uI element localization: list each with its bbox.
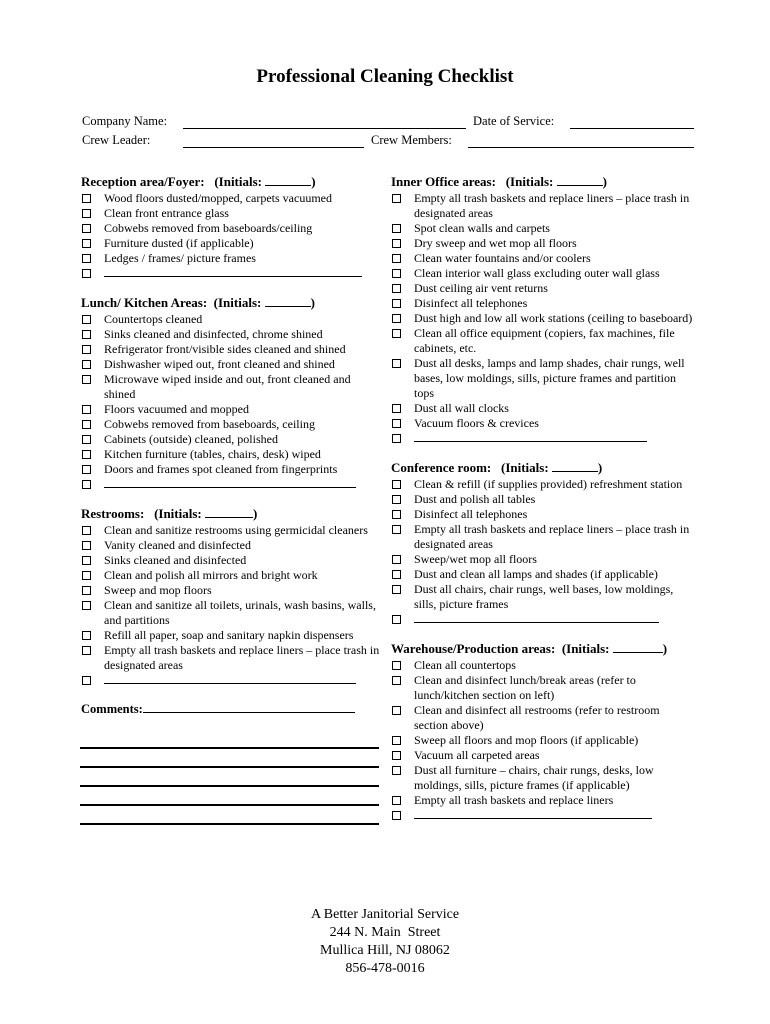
checkbox-icon[interactable] <box>82 541 91 550</box>
checklist-item[interactable]: Clean and polish all mirrors and bright work <box>81 568 381 583</box>
checkbox-icon[interactable] <box>82 480 91 489</box>
section-reception: Reception area/Foyer: (Initials: ) <box>81 174 316 189</box>
page-title: Professional Cleaning Checklist <box>256 66 514 87</box>
company-name-field[interactable] <box>183 128 466 129</box>
comment-line[interactable] <box>80 766 379 768</box>
checkbox-icon[interactable] <box>392 525 401 534</box>
company-name-label: Company Name: <box>82 114 168 128</box>
checklist-item[interactable]: Cabinets (outside) cleaned, polished <box>81 432 381 447</box>
checklist-item[interactable]: Sweep and mop floors <box>81 583 381 598</box>
initials-field-lunch[interactable] <box>265 306 311 307</box>
comments-first-line[interactable] <box>143 712 355 713</box>
checklist-item-blank[interactable] <box>391 808 693 823</box>
initials-field-restrooms[interactable] <box>205 517 253 518</box>
footer-phone: 856-478-0016 <box>345 961 425 976</box>
checkbox-icon[interactable] <box>82 646 91 655</box>
checklist-item[interactable]: Kitchen furniture (tables, chairs, desk) wiped <box>81 447 381 462</box>
checkbox-icon[interactable] <box>82 450 91 459</box>
comment-line[interactable] <box>80 785 379 787</box>
checkbox-icon[interactable] <box>392 480 401 489</box>
checkbox-icon[interactable] <box>82 315 91 324</box>
comment-line[interactable] <box>80 804 379 806</box>
footer-company-name: A Better Janitorial Service <box>310 907 460 922</box>
checkbox-icon[interactable] <box>82 360 91 369</box>
checklist-item[interactable]: Clean and disinfect all restrooms (refer to restroom section above) <box>391 703 693 733</box>
section-conference: Conference room: (Initials: ) <box>391 460 603 475</box>
blank-line[interactable] <box>414 808 652 819</box>
checklist-item[interactable]: Furniture dusted (if applicable) <box>81 236 381 251</box>
checklist-item[interactable]: Clean all countertops <box>391 658 693 673</box>
checklist-item[interactable]: Sinks cleaned and disinfected <box>81 553 381 568</box>
checkbox-icon[interactable] <box>392 224 401 233</box>
section-lunch-kitchen: Lunch/ Kitchen Areas: (Initials: ) <box>81 295 315 310</box>
initials-field-warehouse[interactable] <box>613 652 663 653</box>
checklist-item[interactable]: Wood floors dusted/mopped, carpets vacuumed <box>81 191 381 206</box>
checkbox-icon[interactable] <box>82 345 91 354</box>
checkbox-icon[interactable] <box>392 811 401 820</box>
checkbox-icon[interactable] <box>82 254 91 263</box>
checkbox-icon[interactable] <box>392 796 401 805</box>
checklist-item[interactable]: Disinfect all telephones <box>391 296 693 311</box>
initials-field-reception[interactable] <box>265 185 311 186</box>
checklist-item[interactable]: Dust all wall clocks <box>391 401 693 416</box>
checkbox-icon[interactable] <box>392 751 401 760</box>
checkbox-icon[interactable] <box>392 284 401 293</box>
footer-city: Mullica Hill, NJ 08062 <box>320 943 450 958</box>
checkbox-icon[interactable] <box>392 661 401 670</box>
right-column <box>391 174 693 823</box>
checklist-item-blank[interactable] <box>391 612 693 627</box>
checklist-item[interactable]: Clean & refill (if supplies provided) refreshment station <box>391 477 693 492</box>
checklist-item[interactable]: Doors and frames spot cleaned from fingerprints <box>81 462 381 477</box>
section-restrooms: Restrooms: (Initials: ) <box>81 506 258 521</box>
checklist-item-blank[interactable] <box>81 477 381 492</box>
section-inner-office: Inner Office areas: (Initials: ) <box>391 174 607 189</box>
checkbox-icon[interactable] <box>392 585 401 594</box>
checklist-item[interactable]: Dishwasher wiped out, front cleaned and shined <box>81 357 381 372</box>
checkbox-icon[interactable] <box>392 434 401 443</box>
crew-members-label: Crew Members: <box>371 133 452 147</box>
checkbox-icon[interactable] <box>392 555 401 564</box>
date-of-service-field[interactable] <box>570 128 694 129</box>
comment-line[interactable] <box>80 747 379 749</box>
checklist-item-blank[interactable] <box>81 266 381 281</box>
checklist-item[interactable]: Dry sweep and wet mop all floors <box>391 236 693 251</box>
checkbox-icon[interactable] <box>392 194 401 203</box>
checkbox-icon[interactable] <box>82 209 91 218</box>
checkbox-icon[interactable] <box>392 766 401 775</box>
crew-leader-label: Crew Leader: <box>82 133 151 147</box>
checklist-item[interactable]: Sweep all floors and mop floors (if applicable) <box>391 733 693 748</box>
date-of-service-label: Date of Service: <box>473 114 555 128</box>
checklist-item[interactable]: Cobwebs removed from baseboards/ceiling <box>81 221 381 236</box>
blank-line[interactable] <box>104 673 356 684</box>
initials-field-inner-office[interactable] <box>557 185 603 186</box>
checklist-item[interactable]: Dust all desks, lamps and lamp shades, chair rungs, well bases, low moldings, sills, picture frames and partition tops <box>391 356 693 401</box>
checkbox-icon[interactable] <box>82 194 91 203</box>
checkbox-icon[interactable] <box>82 405 91 414</box>
checklist-item[interactable]: Dust high and low all work stations (ceiling to baseboard) <box>391 311 693 326</box>
checklist-item[interactable]: Disinfect all telephones <box>391 507 693 522</box>
checkbox-icon[interactable] <box>392 299 401 308</box>
checkbox-icon[interactable] <box>82 556 91 565</box>
checklist-item-blank[interactable] <box>81 673 381 688</box>
initials-field-conference[interactable] <box>552 471 598 472</box>
checklist-item[interactable]: Countertops cleaned <box>81 312 381 327</box>
checkbox-icon[interactable] <box>392 239 401 248</box>
checklist-item[interactable]: Clean front entrance glass <box>81 206 381 221</box>
checklist-item[interactable]: Dust and polish all tables <box>391 492 693 507</box>
blank-line[interactable] <box>104 477 356 488</box>
checklist-item[interactable]: Clean interior wall glass excluding outer wall glass <box>391 266 693 281</box>
checkbox-icon[interactable] <box>392 570 401 579</box>
crew-members-field[interactable] <box>468 147 694 148</box>
checklist-item[interactable]: Clean and disinfect lunch/break areas (refer to lunch/kitchen section on left) <box>391 673 693 703</box>
checkbox-icon[interactable] <box>82 269 91 278</box>
checklist-item[interactable]: Refrigerator front/visible sides cleaned and shined <box>81 342 381 357</box>
checkbox-icon[interactable] <box>392 419 401 428</box>
checklist-item[interactable]: Clean and sanitize all toilets, urinals, wash basins, walls, and partitions <box>81 598 381 628</box>
checklist-item[interactable]: Clean water fountains and/or coolers <box>391 251 693 266</box>
checkbox-icon[interactable] <box>82 239 91 248</box>
checkbox-icon[interactable] <box>82 676 91 685</box>
checklist-item[interactable]: Dust and clean all lamps and shades (if applicable) <box>391 567 693 582</box>
checklist-item[interactable]: Clean all office equipment (copiers, fax machines, file cabinets, etc. <box>391 326 693 356</box>
checkbox-icon[interactable] <box>82 586 91 595</box>
left-column <box>81 174 381 719</box>
checklist-item[interactable]: Vacuum floors & crevices <box>391 416 693 431</box>
checkbox-icon[interactable] <box>392 404 401 413</box>
checklist-item[interactable]: Empty all trash baskets and replace liners – place trash in designated areas <box>391 522 693 552</box>
checkbox-icon[interactable] <box>82 224 91 233</box>
company-footer <box>0 906 770 978</box>
checkbox-icon[interactable] <box>392 736 401 745</box>
checkbox-icon[interactable] <box>392 510 401 519</box>
checkbox-icon[interactable] <box>82 631 91 640</box>
checklist-item[interactable]: Clean and sanitize restrooms using germicidal cleaners <box>81 523 381 538</box>
checkbox-icon[interactable] <box>82 465 91 474</box>
checklist-item[interactable]: Dust all furniture – chairs, chair rungs, desks, low moldings, sills, picture frames (if applicable) <box>391 763 693 793</box>
checklist-item[interactable]: Refill all paper, soap and sanitary napkin dispensers <box>81 628 381 643</box>
checklist-item[interactable]: Vanity cleaned and disinfected <box>81 538 381 553</box>
checklist-item[interactable]: Vacuum all carpeted areas <box>391 748 693 763</box>
comments-label-row <box>81 702 381 717</box>
checklist-item[interactable]: Dust all chairs, chair rungs, well bases, low moldings, sills, picture frames <box>391 582 693 612</box>
checkbox-icon[interactable] <box>82 375 91 384</box>
checkbox-icon[interactable] <box>82 601 91 610</box>
checklist-item[interactable]: Empty all trash baskets and replace liners – place trash in designated areas <box>81 643 381 673</box>
checkbox-icon[interactable] <box>392 254 401 263</box>
blank-line[interactable] <box>104 266 362 277</box>
checklist-item[interactable]: Spot clean walls and carpets <box>391 221 693 236</box>
checklist-item[interactable]: Cobwebs removed from baseboards, ceiling <box>81 417 381 432</box>
checkbox-icon[interactable] <box>392 269 401 278</box>
checkbox-icon[interactable] <box>392 495 401 504</box>
checkbox-icon[interactable] <box>392 676 401 685</box>
checklist-item[interactable]: Sweep/wet mop all floors <box>391 552 693 567</box>
checkbox-icon[interactable] <box>82 420 91 429</box>
checkbox-icon[interactable] <box>392 359 401 368</box>
checkbox-icon[interactable] <box>82 330 91 339</box>
checkbox-icon[interactable] <box>392 329 401 338</box>
footer-street: 244 N. Main Street <box>329 925 441 940</box>
crew-leader-field[interactable] <box>183 147 364 148</box>
blank-line[interactable] <box>414 431 647 442</box>
checkbox-icon[interactable] <box>82 435 91 444</box>
checklist-item[interactable]: Sinks cleaned and disinfected, chrome shined <box>81 327 381 342</box>
comments-label: Comments: <box>81 702 143 716</box>
checkbox-icon[interactable] <box>82 526 91 535</box>
checklist-item-blank[interactable] <box>391 431 693 446</box>
checkbox-icon[interactable] <box>392 615 401 624</box>
checkbox-icon[interactable] <box>392 314 401 323</box>
checkbox-icon[interactable] <box>82 571 91 580</box>
checklist-item[interactable]: Microwave wiped inside and out, front cleaned and shined <box>81 372 381 402</box>
checklist-item[interactable]: Empty all trash baskets and replace liners <box>391 793 693 808</box>
checklist-item[interactable]: Empty all trash baskets and replace liners – place trash in designated areas <box>391 191 693 221</box>
checklist-item[interactable]: Ledges / frames/ picture frames <box>81 251 381 266</box>
checklist-item[interactable]: Floors vacuumed and mopped <box>81 402 381 417</box>
comment-line[interactable] <box>80 823 379 825</box>
checkbox-icon[interactable] <box>392 706 401 715</box>
section-warehouse: Warehouse/Production areas: (Initials: ) <box>391 641 668 656</box>
blank-line[interactable] <box>414 612 659 623</box>
checklist-item[interactable]: Dust ceiling air vent returns <box>391 281 693 296</box>
